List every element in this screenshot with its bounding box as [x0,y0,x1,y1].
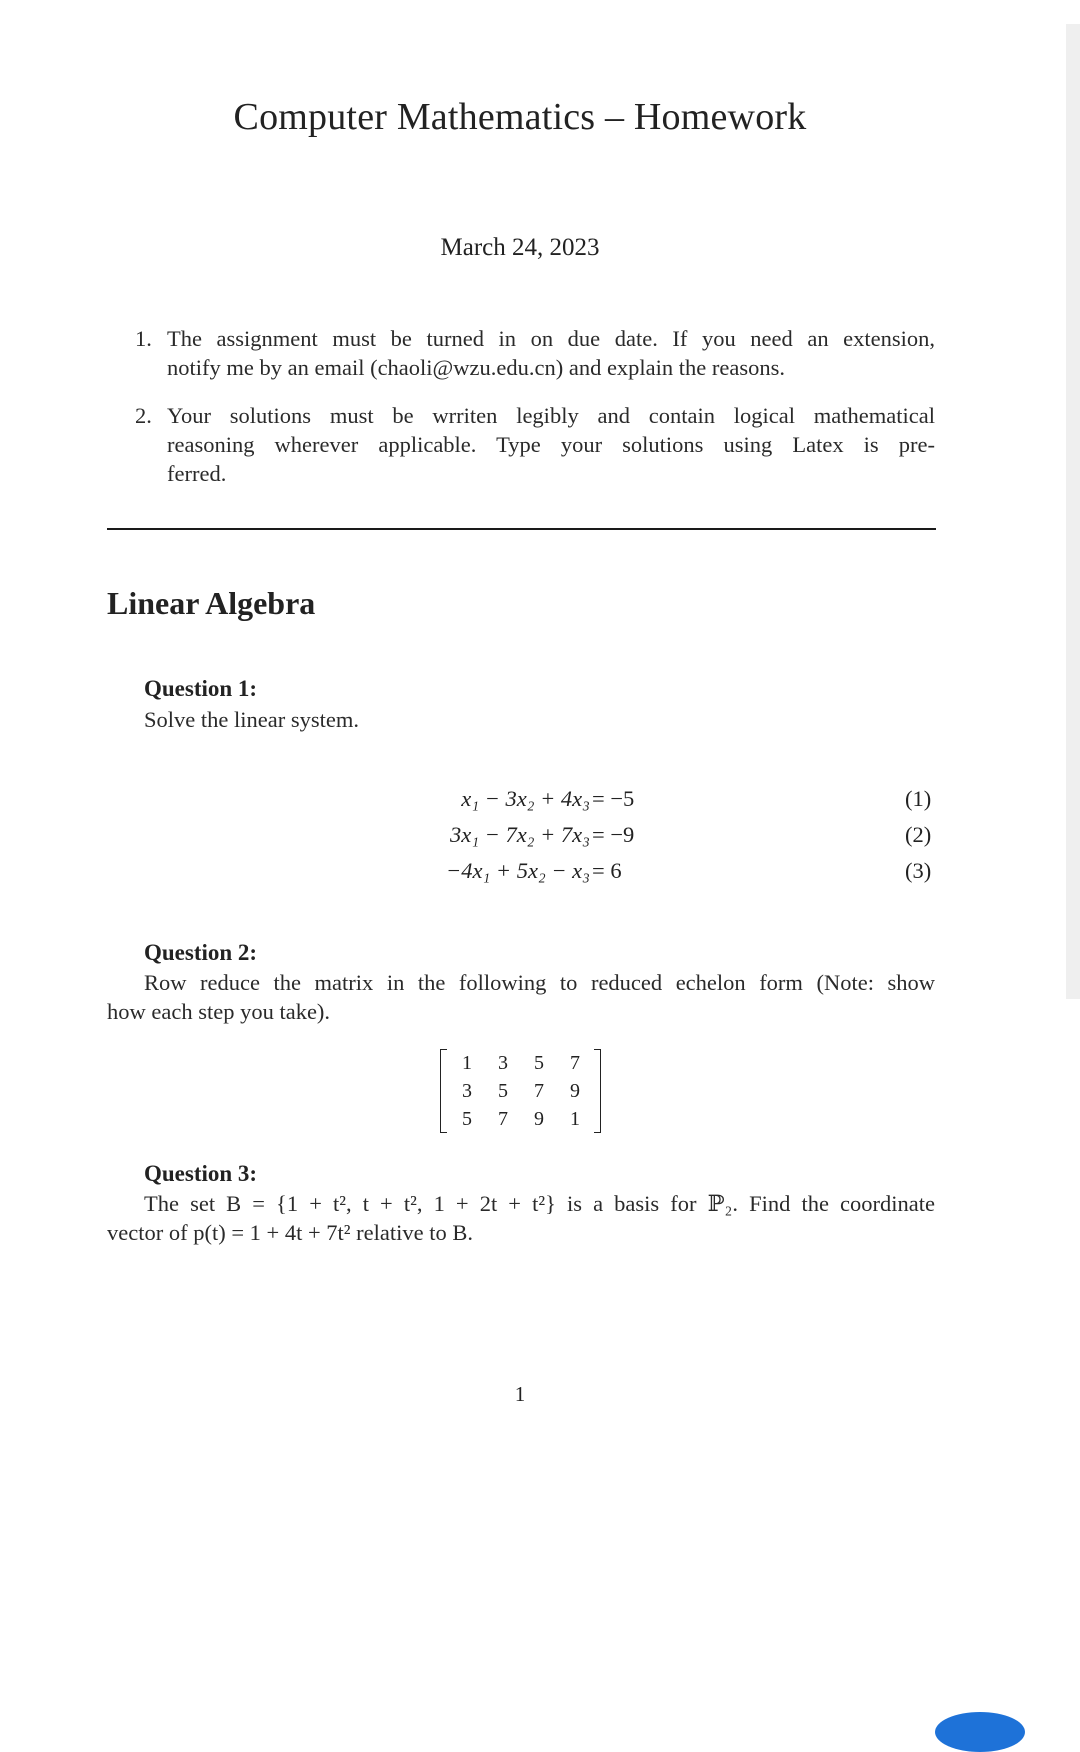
document-date: March 24, 2023 [440,234,600,261]
equation-rhs: = 6 [592,858,622,883]
instruction-text: notify me by an email (chaoli@wzu.edu.cn) and explain the reasons. [167,355,786,380]
equation-lhs: −4x₁ + 5x₂ − x₃ [446,858,590,883]
question-prompt: The set B = {1 + t², t + t², 1 + 2t + t²} is a basis for ℙ₂. Find the coordinate [144,1191,935,1216]
equation-lhs: x₁ − 3x₂ + 4x₃ [461,786,590,811]
matrix-cell: 3 [462,1080,472,1102]
question-prompt: Solve the linear system. [144,707,359,732]
matrix-cell: 9 [534,1108,544,1130]
equation-rhs: = −9 [592,822,635,847]
question-heading: Question 3: [144,1161,258,1186]
document-title: Computer Mathematics – Homework [233,96,807,138]
instruction-number: 1. [135,326,152,351]
equation-label: (2) [905,822,932,847]
scrollbar-track[interactable] [1066,24,1080,999]
instruction-text: reasoning wherever applicable. Type your solutions using Latex is pre- [167,432,935,457]
instruction-text: ferred. [167,461,227,486]
matrix-cell: 7 [534,1080,544,1102]
page-number: 1 [514,1382,526,1406]
instruction-text: Your solutions must be wrriten legibly and contain logical mathematical [167,403,935,428]
question-heading: Question 2: [144,940,258,965]
matrix-cell: 7 [498,1108,508,1130]
horizontal-rule [107,528,936,530]
question-prompt: Row reduce the matrix in the following to reduced echelon form (Note: show [144,970,935,995]
matrix-cell: 1 [462,1052,472,1074]
matrix-cell: 3 [498,1052,508,1074]
matrix-cell: 5 [534,1052,544,1074]
equation-label: (3) [905,858,932,883]
instruction-number: 2. [135,403,152,428]
question-heading: Question 1: [144,676,258,701]
section-title: Linear Algebra [107,585,316,621]
equation-label: (1) [905,786,932,811]
question-prompt: how each step you take). [107,999,331,1024]
instruction-text: The assignment must be turned in on due date. If you need an extension, [167,326,935,351]
matrix-right-bracket [594,1049,601,1133]
equation-rhs: = −5 [592,786,635,811]
matrix-left-bracket [440,1049,447,1133]
matrix-cell: 1 [570,1108,580,1130]
matrix-cell: 5 [462,1108,472,1130]
equation-lhs: 3x₁ − 7x₂ + 7x₃ [449,822,590,847]
matrix-cell: 5 [498,1080,508,1102]
question-prompt: vector of p(t) = 1 + 4t + 7t² relative to B. [107,1220,473,1245]
floating-action-button[interactable] [935,1712,1025,1752]
matrix-cell: 9 [570,1080,580,1102]
matrix-cell: 7 [570,1052,580,1074]
